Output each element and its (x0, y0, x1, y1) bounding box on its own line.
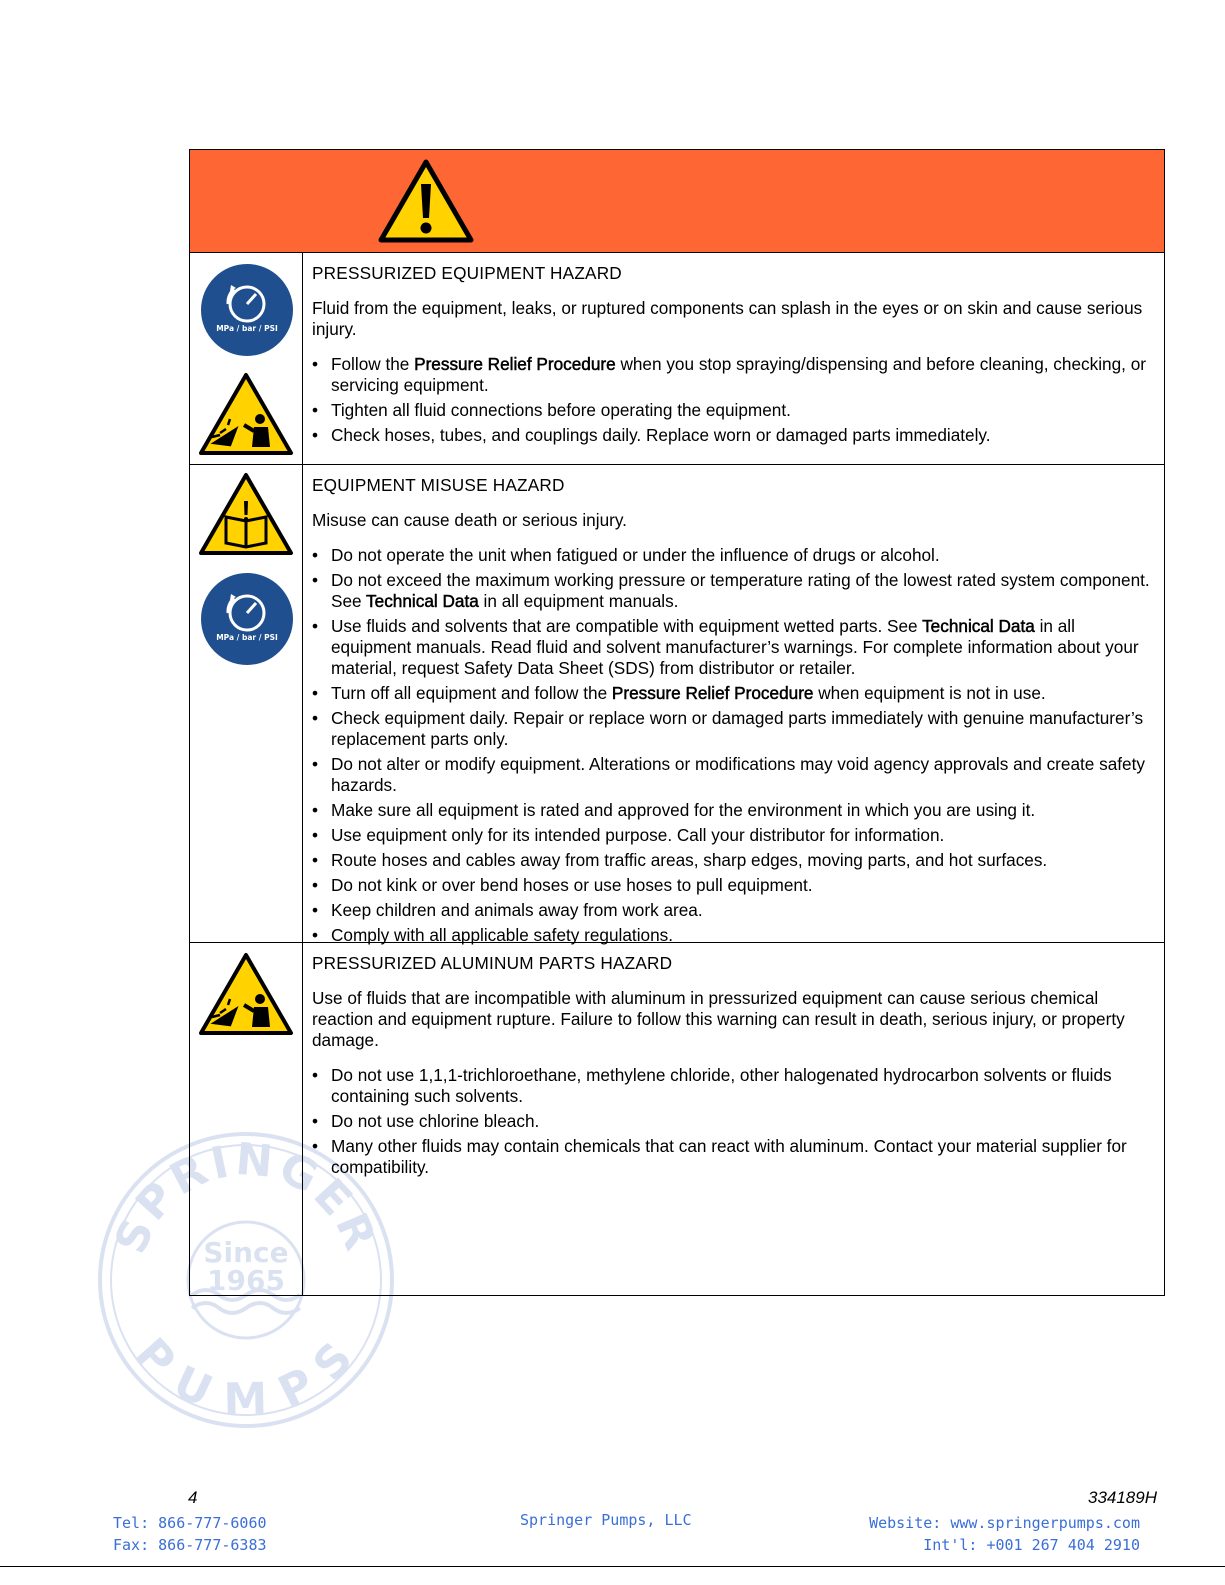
bottom-rule (0, 1566, 1225, 1567)
bullet-text: Do not alter or modify equipment. Alterations or modifications may void agency approvals and create safety hazards. (331, 754, 1145, 795)
warnings-table (189, 149, 1165, 1296)
reference-emphasis: Technical Data (366, 591, 479, 611)
read-manual-icon (198, 471, 294, 557)
hazard-bullet (312, 708, 1158, 750)
bullet-text: Keep children and animals away from work area. (331, 900, 703, 920)
bullet-text: Do not use chlorine bleach. (331, 1111, 540, 1131)
hazard-bullet (312, 1111, 1158, 1132)
pressure-unit-label: MPa / bar / PSI (216, 633, 278, 642)
hazard-row-pressurized-equipment (190, 252, 1164, 465)
hazard-icons (190, 465, 303, 943)
hazard-icons (190, 943, 303, 1296)
hazard-text (312, 261, 1158, 450)
hazard-intro: Use of fluids that are incompatible with aluminum in pressurized equipment can cause serious chemical reaction and equipment rupture. Failure to follow this warning can result in death, serious injury, or property damage. (312, 988, 1125, 1050)
reference-emphasis: Pressure Relief Procedure (414, 354, 616, 374)
contact-web-block (869, 1512, 1140, 1556)
watermark-brand-bottom: PUMPS (125, 1328, 367, 1426)
bullet-text: Use equipment only for its intended purpose. Call your distributor for information. (331, 825, 945, 845)
hazard-title: PRESSURIZED EQUIPMENT HAZARD (312, 263, 622, 283)
watermark-since: Since (203, 1236, 289, 1269)
bullet-text: Do not use 1,1,1-trichloroethane, methylene chloride, other halogenated hydrocarbon solvents or fluids containing such solvents. (331, 1065, 1112, 1106)
fax: Fax: 866-777-6383 (113, 1536, 267, 1554)
hazard-intro: Fluid from the equipment, leaks, or ruptured components can splash in the eyes or on skin and cause serious injury. (312, 298, 1143, 339)
bullet-text: in all equipment manuals. Read fluid and solvent manufacturer’s warnings. For complete information about your material, request Safety Data Sheet (SDS) from distributor or retailer. (331, 616, 1139, 678)
hazard-bullet (312, 683, 1158, 704)
bullet-text: Do not exceed the maximum working pressure or temperature rating of the lowest rated system component. See (331, 570, 1150, 611)
hazard-bullets (312, 545, 1158, 946)
bullet-text: Do not operate the unit when fatigued or under the influence of drugs or alcohol. (331, 545, 940, 565)
bullet-text: when equipment is not in use. (813, 683, 1046, 703)
bullet-text: Tighten all fluid connections before operating the equipment. (331, 400, 791, 420)
hazard-bullet (312, 400, 1158, 421)
warning-triangle-icon (378, 158, 474, 244)
pressure-relief-icon (200, 263, 294, 357)
hazard-bullet (312, 616, 1158, 679)
hazard-icons (190, 253, 303, 465)
bullet-text: when you stop spraying/dispensing and before cleaning, checking, or servicing equipment. (331, 354, 1146, 395)
hazard-row-equipment-misuse (190, 464, 1164, 943)
warning-header (190, 150, 1164, 253)
website-link[interactable]: Website: www.springerpumps.com (869, 1514, 1140, 1532)
reference-emphasis: Technical Data (922, 616, 1035, 636)
hazard-bullet (312, 1065, 1158, 1107)
bullet-text: Comply with all applicable safety regulations. (331, 925, 674, 945)
hazard-text (312, 473, 1158, 950)
hazard-bullet (312, 900, 1158, 921)
splash-hazard-icon (198, 371, 294, 457)
hazard-bullet (312, 850, 1158, 871)
pressure-relief-icon (200, 572, 294, 666)
reference-emphasis: Pressure Relief Procedure (611, 683, 814, 703)
bullet-text: Follow the (331, 354, 415, 374)
hazard-bullet (312, 754, 1158, 796)
hazard-bullet (312, 1136, 1158, 1178)
hazard-bullet (312, 425, 1158, 446)
hazard-bullet (312, 545, 1158, 566)
hazard-bullet (312, 875, 1158, 896)
hazard-bullet (312, 825, 1158, 846)
watermark-brand-top: SPRINGER (105, 1133, 387, 1261)
bullet-text: Turn off all equipment and follow the (331, 683, 612, 703)
bullet-text: Route hoses and cables away from traffic areas, sharp edges, moving parts, and hot surfaces. (331, 850, 1048, 870)
pressure-unit-label: MPa / bar / PSI (216, 324, 278, 333)
bullet-text: Many other fluids may contain chemicals that can react with aluminum. Contact your material supplier for compatibility. (331, 1136, 1127, 1177)
bullet-text: Use fluids and solvents that are compatible with equipment wetted parts. See (331, 616, 923, 636)
bullet-text: in all equipment manuals. (478, 591, 679, 611)
watermark-year: 1965 (207, 1264, 285, 1297)
hazard-row-pressurized-aluminum (190, 942, 1164, 1296)
international-phone: Int'l: +001 267 404 2910 (923, 1536, 1140, 1554)
bullet-text: Make sure all equipment is rated and approved for the environment in which you are using it. (331, 800, 1036, 820)
telephone: Tel: 866-777-6060 (113, 1514, 267, 1532)
hazard-bullet (312, 570, 1158, 612)
company-name: Springer Pumps, LLC (520, 1511, 692, 1529)
hazard-title: PRESSURIZED ALUMINUM PARTS HAZARD (312, 953, 673, 973)
hazard-intro: Misuse can cause death or serious injury. (312, 510, 627, 530)
page-number: 4 (188, 1488, 198, 1507)
hazard-bullets (312, 354, 1158, 446)
bullet-text: Check equipment daily. Repair or replace worn or damaged parts immediately with genuine manufacturer’s replacement parts only. (331, 708, 1144, 749)
hazard-bullets (312, 1065, 1158, 1178)
hazard-text (312, 951, 1158, 1182)
hazard-bullet (312, 800, 1158, 821)
bullet-text: Do not kink or over bend hoses or use hoses to pull equipment. (331, 875, 813, 895)
hazard-title: EQUIPMENT MISUSE HAZARD (312, 475, 565, 495)
contact-phone-block (113, 1512, 267, 1556)
bullet-text: Check hoses, tubes, and couplings daily. Replace worn or damaged parts immediately. (331, 425, 991, 445)
hazard-bullet (312, 354, 1158, 396)
document-number: 334189H (1087, 1488, 1157, 1507)
splash-hazard-icon (198, 951, 294, 1037)
svg-text:PUMPS (125, 1329, 366, 1426)
